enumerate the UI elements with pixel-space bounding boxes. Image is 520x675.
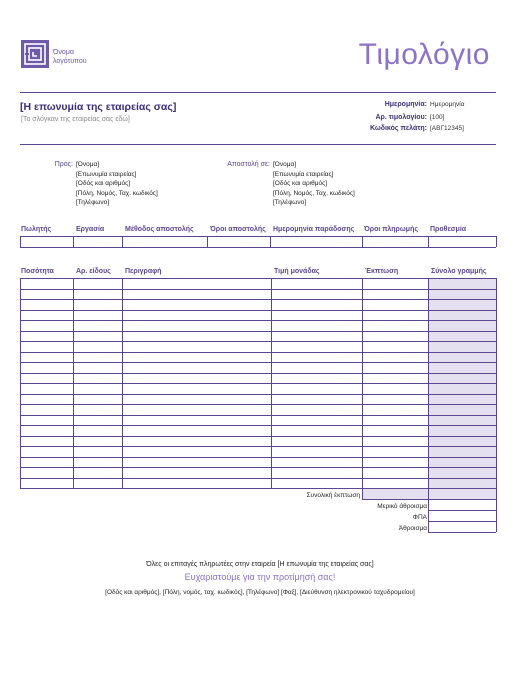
items-table-line xyxy=(20,467,496,468)
logo-name xyxy=(53,48,87,66)
totals-table-line xyxy=(428,510,496,511)
items-table-line xyxy=(20,320,496,321)
items-table-line xyxy=(20,446,496,447)
column-header-discount: Έκπτωση xyxy=(365,268,399,275)
column-header-item-number: Αρ. είδους xyxy=(76,268,111,275)
to-line: [Οδός και αριθμός] xyxy=(76,180,131,187)
totals-table-line xyxy=(428,488,429,532)
to-label: Προς: xyxy=(54,161,73,168)
ship-to-line: [Πόλη, Νομός, Ταχ. κωδικός] xyxy=(273,189,355,197)
invoice-number-label: Αρ. τιμολογίου: xyxy=(375,114,427,121)
totals-table-line xyxy=(362,488,496,489)
thank-you-message: Ευχαριστούμε για την προτίμησή σας! xyxy=(184,572,336,582)
logo-text-line1: Όνομα xyxy=(53,49,74,56)
column-header-due-date: Προθεσμία xyxy=(430,226,467,233)
totals-table-line xyxy=(362,488,363,499)
company-divider xyxy=(20,144,496,145)
date-value: Ημερομηνία xyxy=(430,101,465,108)
items-table-line xyxy=(20,331,496,332)
customer-code-label: Κωδικός πελάτη: xyxy=(369,125,427,132)
logo-maze-icon xyxy=(21,40,49,68)
company-name: [Η επωνυμία της εταιρείας σας] xyxy=(20,101,177,113)
column-header-unit-price: Τιμή μονάδας xyxy=(274,268,320,275)
to-line: [Επωνυμία εταιρείας] xyxy=(76,170,137,178)
payable-to-note: Όλες οι επιταγές πληρωτέες στην εταιρεία [Η επωνυμία της εταιρείας σας] xyxy=(146,561,374,568)
items-table-line xyxy=(20,478,496,479)
ship-to-line: [Όνομα] xyxy=(273,161,297,168)
to-line: [Όνομα] xyxy=(76,161,100,168)
vat-label: ΦΠΑ xyxy=(412,514,427,521)
ship-to-line: [Επωνυμία εταιρείας] xyxy=(273,170,334,178)
items-table-line xyxy=(20,457,496,458)
shipping-table-line xyxy=(207,236,208,247)
items-table-line xyxy=(271,278,272,488)
shipping-table-line xyxy=(20,247,496,248)
to-address xyxy=(76,160,158,208)
column-header-delivery-date: Ημερομηνία παράδοσης xyxy=(273,226,355,233)
items-table-line xyxy=(20,425,496,426)
items-table-line xyxy=(496,278,497,488)
shipping-table-line xyxy=(20,236,21,247)
items-table-line xyxy=(428,278,429,488)
items-table-line xyxy=(20,278,496,279)
items-table-line xyxy=(73,278,74,488)
items-table-line xyxy=(20,310,496,311)
column-header-salesperson: Πωλητής xyxy=(21,226,52,233)
customer-code-value: [ΑΒΓ12345] xyxy=(430,125,464,132)
items-table-line xyxy=(20,415,496,416)
column-header-job: Εργασία xyxy=(76,226,105,233)
logo-mark xyxy=(21,40,49,68)
items-table-line xyxy=(20,362,496,363)
totals-table-line xyxy=(496,488,497,532)
shipping-table-line xyxy=(496,236,497,247)
document-title: Τιμολόγιο xyxy=(358,38,490,71)
shipping-table-line xyxy=(270,236,271,247)
items-table-line xyxy=(362,278,363,488)
items-table-line xyxy=(20,404,496,405)
shipping-table-line xyxy=(73,236,74,247)
totals-table-line xyxy=(362,499,496,500)
items-table-line xyxy=(20,394,496,395)
column-header-payment-terms: Όροι πληρωμής xyxy=(364,226,418,233)
ship-to-line: [Οδός και αριθμός] xyxy=(273,180,328,187)
ship-to-label: Αποστολή σε: xyxy=(227,161,270,168)
company-contact-line: [Οδός και αριθμός], [Πόλη, νομός, ταχ. κωδικός], [Τηλέφωνο] [Φαξ], [Διεύθυνση ηλεκτρονικού ταχυδρομείου] xyxy=(105,589,415,596)
items-table-line xyxy=(20,341,496,342)
logo-text-line2: λογότυπου xyxy=(53,58,87,65)
shipping-table-line xyxy=(122,236,123,247)
total-discount-shading xyxy=(363,489,428,499)
column-header-line-total: Σύνολο γραμμής xyxy=(431,268,487,275)
shipping-table-line xyxy=(20,236,496,237)
column-header-shipping-terms: Όροι αποστολής xyxy=(210,226,266,233)
column-header-quantity: Ποσότητα xyxy=(21,268,54,275)
invoice-number-value: [100] xyxy=(430,114,445,121)
total-label: Άθροισμα xyxy=(398,525,427,532)
items-table-line xyxy=(20,436,496,437)
company-slogan: [Το σλόγκαν της εταιρείας σας εδώ] xyxy=(21,116,130,123)
column-header-description: Περιγραφή xyxy=(125,268,162,275)
shipping-table-line xyxy=(362,236,363,247)
totals-table-line xyxy=(428,532,496,533)
items-table-line xyxy=(20,383,496,384)
totals-table-line xyxy=(428,521,496,522)
items-table-line xyxy=(122,278,123,488)
shipping-table-line xyxy=(428,236,429,247)
ship-to-address xyxy=(273,160,355,208)
items-table-line xyxy=(20,289,496,290)
date-label: Ημερομηνία: xyxy=(384,101,427,108)
items-table-line xyxy=(20,299,496,300)
items-table-line xyxy=(20,352,496,353)
total-discount-label: Συνολική έκπτωση xyxy=(306,492,360,499)
to-line: [Τηλέφωνο] xyxy=(76,199,110,206)
to-line: [Πόλη, Νομός, Ταχ. κωδικός] xyxy=(76,189,158,197)
header-divider xyxy=(20,92,496,93)
column-header-shipping-method: Μέθοδος αποστολής xyxy=(125,226,194,233)
total-discount-line-shading xyxy=(429,489,496,499)
items-table-line xyxy=(20,278,21,488)
ship-to-line: [Τηλέφωνο] xyxy=(273,199,307,206)
subtotal-label: Μερικό άθροισμα xyxy=(377,503,427,510)
items-table-line xyxy=(20,373,496,374)
